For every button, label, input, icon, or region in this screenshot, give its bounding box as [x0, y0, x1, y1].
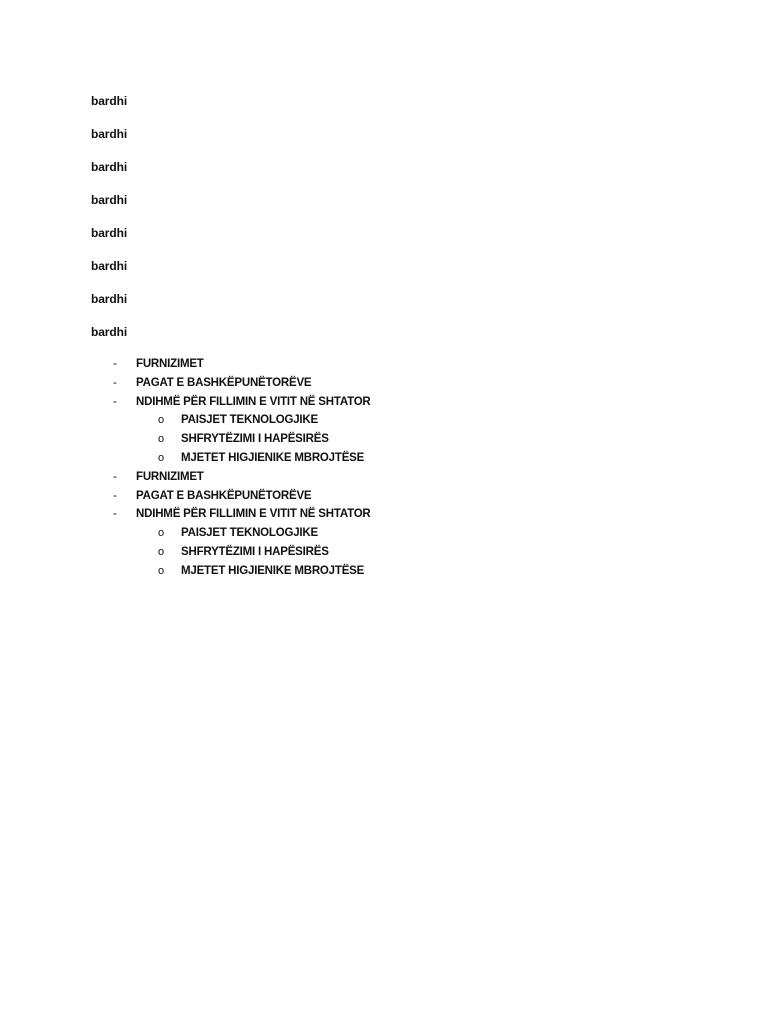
dash-bullet: -: [113, 489, 117, 502]
sub-list-item: [0, 412, 768, 431]
paragraph: bardhi: [91, 193, 128, 207]
dash-bullet: -: [113, 395, 117, 408]
sub-list-item: [0, 450, 768, 469]
bulleted-list: [0, 356, 768, 582]
paragraph: bardhi: [91, 292, 128, 306]
list-item-text: NDIHMË PËR FILLIMIN E VITIT NË SHTATOR: [136, 508, 371, 521]
list-item-text: NDIHMË PËR FILLIMIN E VITIT NË SHTATOR: [136, 395, 371, 408]
list-item-text: PAISJET TEKNOLOGJIKE: [181, 414, 319, 427]
paragraph: bardhi: [91, 94, 128, 108]
sub-list-item: [0, 563, 768, 582]
paragraph: bardhi: [91, 160, 128, 174]
circle-bullet: o: [158, 451, 164, 464]
list-item-text: FURNIZIMET: [136, 358, 204, 370]
dash-bullet: -: [113, 470, 117, 483]
sub-list-item: [0, 525, 768, 544]
dash-bullet: -: [113, 358, 117, 370]
list-item: [0, 488, 768, 507]
circle-bullet: o: [158, 564, 164, 577]
sub-list-item: [0, 431, 768, 450]
dash-bullet: -: [113, 376, 117, 389]
circle-bullet: o: [158, 414, 164, 427]
paragraph: bardhi: [91, 325, 128, 339]
circle-bullet: o: [158, 527, 164, 540]
list-item: [0, 506, 768, 525]
list-item-text: PAGAT E BASHKËPUNËTORËVE: [136, 376, 312, 389]
paragraph: bardhi: [91, 127, 128, 141]
list-item-text: FURNIZIMET: [136, 470, 204, 483]
list-item: [0, 394, 768, 413]
circle-bullet: o: [158, 545, 164, 558]
paragraph: bardhi: [91, 259, 128, 273]
list-item-text: PAGAT E BASHKËPUNËTORËVE: [136, 489, 312, 502]
paragraph: bardhi: [91, 226, 128, 240]
paragraph-block: [91, 93, 691, 357]
list-item-text: MJETET HIGJIENIKE MBROJTËSE: [181, 564, 365, 577]
dash-bullet: -: [113, 508, 117, 521]
list-item: [0, 375, 768, 394]
sub-list-item: [0, 544, 768, 563]
list-item-text: MJETET HIGJIENIKE MBROJTËSE: [181, 451, 365, 464]
circle-bullet: o: [158, 433, 164, 446]
list-item: [0, 356, 768, 375]
list-item-text: PAISJET TEKNOLOGJIKE: [181, 527, 319, 540]
list-item-text: SHFRYTËZIMI I HAPËSIRËS: [181, 545, 329, 558]
list-item-text: SHFRYTËZIMI I HAPËSIRËS: [181, 433, 329, 446]
list-item: [0, 469, 768, 488]
